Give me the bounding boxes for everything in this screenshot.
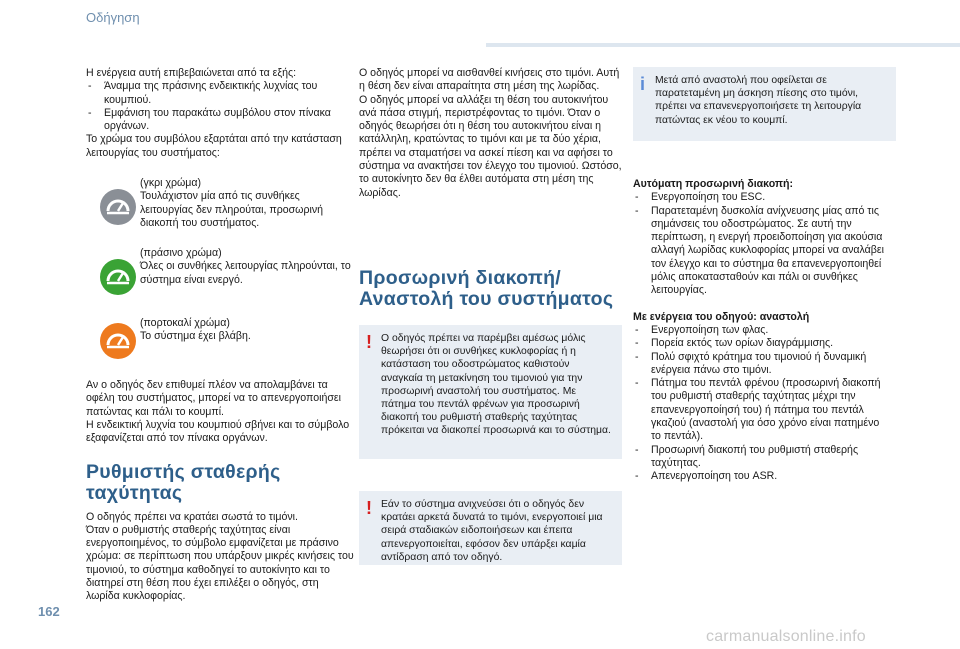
status-gray-desc: Τουλάχιστον μία από τις συνθήκες λειτουργίας δεν πληρούται, προσωρινή διακοπή του συστήματος.	[140, 190, 324, 229]
status-green	[86, 247, 354, 317]
speedometer-orange-icon	[100, 323, 136, 359]
page-header	[0, 0, 960, 36]
list-item: - Ενεργοποίηση του ESC.	[633, 191, 891, 204]
column-3	[633, 178, 891, 484]
list-item: - Προσωρινή διακοπή του ρυθμιστή σταθερής ταχύτητας.	[633, 444, 891, 471]
status-green-desc: Όλες οι συνθήκες λειτουργίας πληρούνται, το σύστημα είναι ενεργό.	[140, 260, 351, 286]
column-2	[359, 67, 627, 200]
intro-text: Η ενέργεια αυτή επιβεβαιώνεται από τα εξής:	[86, 67, 297, 79]
status-orange-desc: Το σύστημα έχει βλάβη.	[140, 330, 251, 343]
auto-title: Αυτόματη προσωρινή διακοπή:	[633, 178, 794, 190]
list-item: - Άναμμα της πράσινης ενδεικτικής λυχνίας του κουμπιού.	[86, 80, 354, 107]
status-orange-label: (πορτοκαλί χρώμα)	[140, 317, 230, 330]
col2-body: Ο οδηγός μπορεί να αισθανθεί κινήσεις στο τιμόνι. Αυτή η θέση δεν είναι απαραίτητα στη μέση της λωρίδας. Ο οδηγός μπορεί να αλλάξει τη θέση του αυτοκινήτου ανά πάσα στιγμή, περιστρέφοντας το τιμόνι. Όταν ο οδηγός θεωρήσει ότι η θέση του αυτοκινήτου είναι η κατάλληλη, κρατώντας το τιμόνι και με τα δύο χέρια, πρέπει να σταματήσει να ασκεί πίεση και να αφήσει το σύστημα να ανακτήσει τον έλεγχο του τιμονιού. Ωστόσο, το αυτοκίνητο δεν θα έλθει αυτόματα στη μέση της λωρίδας.	[359, 67, 622, 199]
page-number: 162	[38, 604, 60, 619]
list-item: - Πολύ σφιχτό κράτημα του τιμονιού ή δυναμική ενέργεια πάνω στο τιμόνι.	[633, 351, 891, 378]
auto-list	[633, 191, 891, 297]
section-title: Οδήγηση	[86, 10, 140, 25]
header-stripe	[486, 43, 960, 47]
column-1	[86, 67, 354, 604]
info-text: Μετά από αναστολή που οφείλεται σε παρατεταμένη μη άσκηση πίεσης στο τιμόνι, πρέπει να επανενεργοποιήσετε τη λειτουργία πατώντας εκ νέου το κουμπί.	[655, 75, 862, 126]
list-item: - Πορεία εκτός των ορίων διαγράμμισης.	[633, 337, 891, 350]
cruise-body: Ο οδηγός πρέπει να κρατάει σωστά το τιμόνι. Όταν ο ρυθμιστής σταθερής ταχύτητας είναι ενεργοποιημένος, το σύμβολο εμφανίζεται με πράσινο χρώμα: σε περίπτωση που υπάρξουν μικρές κινήσεις του τιμονιού, το σύστημα καθοδηγεί το αυτοκίνητο και το διατηρεί στη θέση που έχει επιλέξει ο οδηγός, στη λωρίδα κυκλοφορίας.	[86, 510, 354, 603]
status-gray	[86, 177, 354, 247]
status-green-label: (πράσινο χρώμα)	[140, 247, 222, 260]
status-gray-label: (γκρι χρώμα)	[140, 177, 202, 190]
color-text: Το χρώμα του συμβόλου εξαρτάται από την κατάσταση λειτουργίας του συστήματος:	[86, 133, 342, 159]
warning-box-1	[359, 325, 622, 459]
driver-title: Με ενέργεια του οδηγού: αναστολή	[633, 310, 810, 323]
warning-exclamation-icon: !	[366, 332, 372, 352]
warning-box-2	[359, 491, 622, 565]
driver-list	[633, 324, 891, 484]
info-box	[633, 67, 896, 141]
list-item: - Εμφάνιση του παρακάτω συμβόλου στον πίνακα οργάνων.	[86, 107, 354, 134]
status-orange	[86, 317, 354, 387]
warning-text-2: Εάν το σύστημα ανιχνεύσει ότι ο οδηγός δεν κρατάει αρκετά δυνατά το τιμόνι, ενεργοποιεί μια σειρά σταδιακών ειδοποιήσεων και έπειτα απενεργοποιείται, εφόσον δεν υπάρξει καμία αντίδραση από τον οδηγό.	[381, 499, 603, 563]
heading-suspension: Προσωρινή διακοπή/ Αναστολή του συστήματος	[359, 267, 614, 310]
status-orange-text	[140, 317, 354, 344]
status-green-text	[140, 247, 354, 287]
warning-exclamation-icon: !	[366, 498, 372, 518]
intro-list	[86, 80, 354, 133]
list-item: - Απενεργοποίηση του ASR.	[633, 470, 891, 483]
speedometer-green-icon	[100, 259, 136, 295]
speedometer-gray-icon	[100, 189, 136, 225]
after-icons-text: Αν ο οδηγός δεν επιθυμεί πλέον να απολαμβάνει τα οφέλη του συστήματος, μπορεί να το απενεργοποιήσει πατώντας και πάλι το κουμπί. Η ενδεικτική λυχνία του κουμπιού σβήνει και το σύμβολο εξαφανίζεται από τον πίνακα οργάνων.	[86, 379, 350, 445]
list-item: - Ενεργοποίηση των φλας.	[633, 324, 891, 337]
status-gray-text	[140, 177, 354, 230]
list-item: - Πάτημα του πεντάλ φρένου (προσωρινή διακοπή του ρυθμιστή σταθερής ταχύτητας μέχρι την επανενεργοποίησή του) ή πάτημα του πεντάλ γκαζιού (αναστολή για όσο χρόνο είναι πατημένο το πεντάλ).	[633, 377, 891, 443]
info-icon: i	[640, 74, 646, 94]
heading-cruise-control: Ρυθμιστής σταθερής ταχύτητας	[86, 460, 281, 504]
watermark: carmanualsonline.info	[706, 628, 866, 645]
list-item: - Παρατεταμένη δυσκολία ανίχνευσης μίας από τις σημάνσεις του οδοστρώματος. Σε αυτή την περίπτωση, η ενεργή προειδοποίηση για ακούσια αλλαγή λωρίδας κυκλοφορίας μπορεί να αναλάβει τον έλεγχο και το σύστημα θα επανενεργοποιηθεί μόλις αποκατασταθούν και πάλι οι συνθήκες λειτουργίας.	[633, 205, 891, 298]
warning-text-1: Ο οδηγός πρέπει να παρέμβει αμέσως μόλις θεωρήσει ότι οι συνθήκες κυκλοφορίας ή η κατάσταση του οδοστρώματος καθιστούν αναγκαία τη μετακίνηση του τιμονιού για την προσωρινή αναστολή του συστήματος. Με πάτημα του πεντάλ φρένων για προσωρινή διακοπή του ρυθμιστή σταθερής ταχύτητας πρόκειται να διακοπεί προσωρινά και το σύστημα.	[381, 333, 611, 437]
